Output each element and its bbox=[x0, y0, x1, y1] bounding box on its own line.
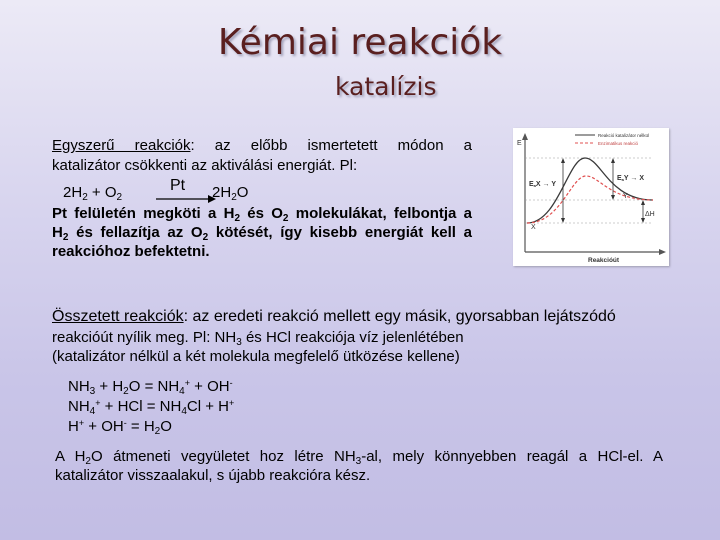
equation-2: $NH_4^+$ + HCl = $NH_4Cl + H^+$ bbox=[68, 398, 235, 417]
slide-title: Kémiai reakciók bbox=[217, 22, 503, 63]
simple-heading: Egyszerű reakciók bbox=[52, 137, 191, 154]
simple-line-6: reakcióhoz befektetni. bbox=[52, 243, 210, 260]
simple-line-5: $H_2$ és fellazítja az $O_2$ kötését, így kisebb energiát kell a bbox=[52, 224, 472, 243]
slide-subtitle: katalízis bbox=[335, 72, 437, 101]
catalyst-label: Pt bbox=[170, 177, 186, 194]
label-x: X bbox=[531, 224, 536, 231]
legend-catalyzed: Enzimatikus reakció bbox=[598, 141, 639, 146]
simple-line-2: katalizátor csökkenti az aktiválási energiát. Pl: bbox=[52, 157, 358, 174]
complex-line-2: reakcióút nyílik meg. Pl: $NH_3$ és HCl reakciója víz jelenlétében bbox=[52, 329, 464, 348]
label-delta-h: ΔH bbox=[645, 211, 655, 218]
equation-product: $2H_2O$ bbox=[212, 184, 249, 203]
complex-line-1: Összetett reakciók: az eredeti reakció mellett egy másik, gyorsabban lejátszódó bbox=[52, 308, 616, 325]
equation-3: $H^+ + OH^- = H_2O$ bbox=[68, 418, 172, 437]
legend-uncatalyzed: Reakció katalizátor nélkül bbox=[598, 133, 650, 138]
label-ea-reverse: EaY → X bbox=[617, 175, 645, 182]
equation-h2-o2: $2H_2 + O_2$ bbox=[63, 184, 123, 203]
simple-line-4: Pt felületén megköti a $H_2$ és $O_2$ molekulákat, felbontja a bbox=[52, 205, 473, 224]
equation-1: $NH_3 + H_2O = NH_4^+ + OH^-$ bbox=[68, 378, 233, 397]
complex-line-3: (katalizátor nélkül a két molekula megfelelő ütközése kellene) bbox=[52, 348, 460, 365]
x-axis-label: Reakcióút bbox=[588, 257, 620, 264]
y-axis-label: E bbox=[517, 140, 522, 147]
conclusion-line-1: A $H_2O$ átmeneti vegyületet hoz létre $NH_3-al$, mely könnyebben reagál a HCl-el. A bbox=[55, 448, 663, 467]
complex-heading: Összetett reakciók bbox=[52, 308, 184, 325]
energy-diagram bbox=[513, 128, 669, 266]
label-ea-forward: EaX → Y bbox=[529, 181, 557, 188]
curve-uncatalyzed bbox=[527, 158, 653, 223]
simple-line-1: Egyszerű reakciók: az előbb ismertetett módon a bbox=[52, 137, 472, 154]
conclusion-line-2: katalizátor visszaalakul, s újabb reakcióra kész. bbox=[55, 467, 371, 484]
label-y: Y bbox=[623, 193, 628, 200]
